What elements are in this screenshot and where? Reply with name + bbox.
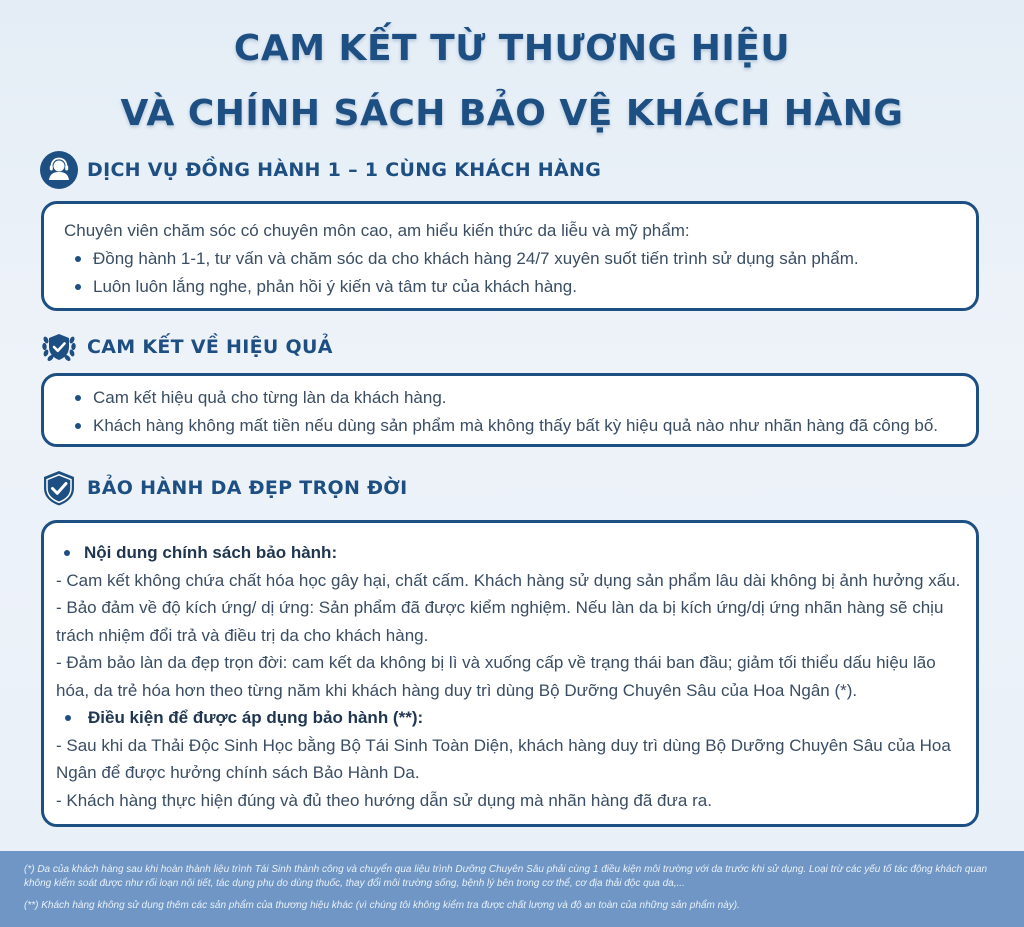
bullet-list xyxy=(64,384,956,440)
section-lead-text: Chuyên viên chăm sóc có chuyên môn cao, am hiểu kiến thức da liễu và mỹ phẩm: xyxy=(64,221,690,240)
section-heading-warranty xyxy=(40,469,408,507)
list-item: Luôn luôn lắng nghe, phản hồi ý kiến và tâm tư của khách hàng. xyxy=(64,273,956,301)
warranty-box xyxy=(41,520,979,827)
section-title: BẢO HÀNH DA ĐẸP TRỌN ĐỜI xyxy=(87,477,408,499)
warranty-condition-heading: Điều kiện để được áp dụng bảo hành (**): xyxy=(56,704,964,732)
warranty-condition-line: - Khách hàng thực hiện đúng và đủ theo hướng dẫn sử dụng mà nhãn hàng đã đưa ra. xyxy=(56,790,712,810)
footnote-2: (**) Khách hàng không sử dụng thêm các sản phẩm của thương hiệu khác (vì chúng tôi không kiểm tra được chất lượng và độ an toàn của những sản phẩm này). xyxy=(24,900,740,911)
bullet-list xyxy=(64,245,956,301)
customer-support-icon xyxy=(40,151,78,189)
companion-service-box xyxy=(41,201,979,311)
laurel-shield-check-icon xyxy=(40,328,78,366)
section-title: CAM KẾT VỀ HIỆU QUẢ xyxy=(87,336,333,358)
shield-check-icon xyxy=(40,469,78,507)
footnote-1: (*) Da của khách hàng sau khi hoàn thành liệu trình Tái Sinh thành công và chuyển qua liệu trình Dưỡng Chuyên Sâu phải cùng 1 điều kiện môi trường với da trước khi sử dụng. Loại trừ các yếu tố tác động khách quan không kiểm soát được như rối loạn nội tiết, tác dụng phụ do dùng thuốc, thay đổi môi trường sống, bệnh lý bên trong cơ thể, cơ địa thải độc qua da,... xyxy=(24,864,988,889)
warranty-line: - Cam kết không chứa chất hóa học gây hại, chất cấm. Khách hàng sử dụng sản phẩm lâu dài không bị ảnh hưởng xấu. xyxy=(56,570,961,590)
warranty-line: - Bảo đảm về độ kích ứng/ dị ứng: Sản phẩm đã được kiểm nghiệm. Nếu làn da bị kích ứng/dị ứng nhãn hàng sẽ chịu trách nhiệm đổi trả và điều trị da cho khách hàng. xyxy=(56,598,944,645)
section-heading-companion xyxy=(40,151,601,189)
effectiveness-box xyxy=(41,373,979,447)
list-item: Khách hàng không mất tiền nếu dùng sản phẩm mà không thấy bất kỳ hiệu quả nào như nhãn hàng đã công bố. xyxy=(64,412,956,440)
warranty-line: - Đảm bảo làn da đẹp trọn đời: cam kết da không bị lì và xuống cấp về trạng thái ban đầu; giảm tối thiểu dấu hiệu lão hóa, da trẻ hóa hơn theo từng năm khi khách hàng duy trì dùng Bộ Dưỡng Chuyên Sâu của Hoa Ngân (*). xyxy=(56,653,936,700)
footnote-bar xyxy=(0,851,1024,927)
page-title-line-1: CAM KẾT TỪ THƯƠNG HIỆU xyxy=(233,28,791,69)
section-heading-effectiveness xyxy=(40,328,333,366)
list-item: Đồng hành 1-1, tư vấn và chăm sóc da cho khách hàng 24/7 xuyên suốt tiến trình sử dụng sản phẩm. xyxy=(64,245,956,273)
list-item: Cam kết hiệu quả cho từng làn da khách hàng. xyxy=(64,384,956,412)
warranty-condition-line: - Sau khi da Thải Độc Sinh Học bằng Bộ Tái Sinh Toàn Diện, khách hàng duy trì dùng Bộ Dưỡng Chuyên Sâu của Hoa Ngân để được hưởng chính sách Bảo Hành Da. xyxy=(56,735,951,782)
page-title-line-2: VÀ CHÍNH SÁCH BẢO VỆ KHÁCH HÀNG xyxy=(120,93,904,134)
warranty-content-heading: Nội dung chính sách bảo hành: xyxy=(56,539,964,567)
section-title: DỊCH VỤ ĐỒNG HÀNH 1 – 1 CÙNG KHÁCH HÀNG xyxy=(87,159,602,181)
